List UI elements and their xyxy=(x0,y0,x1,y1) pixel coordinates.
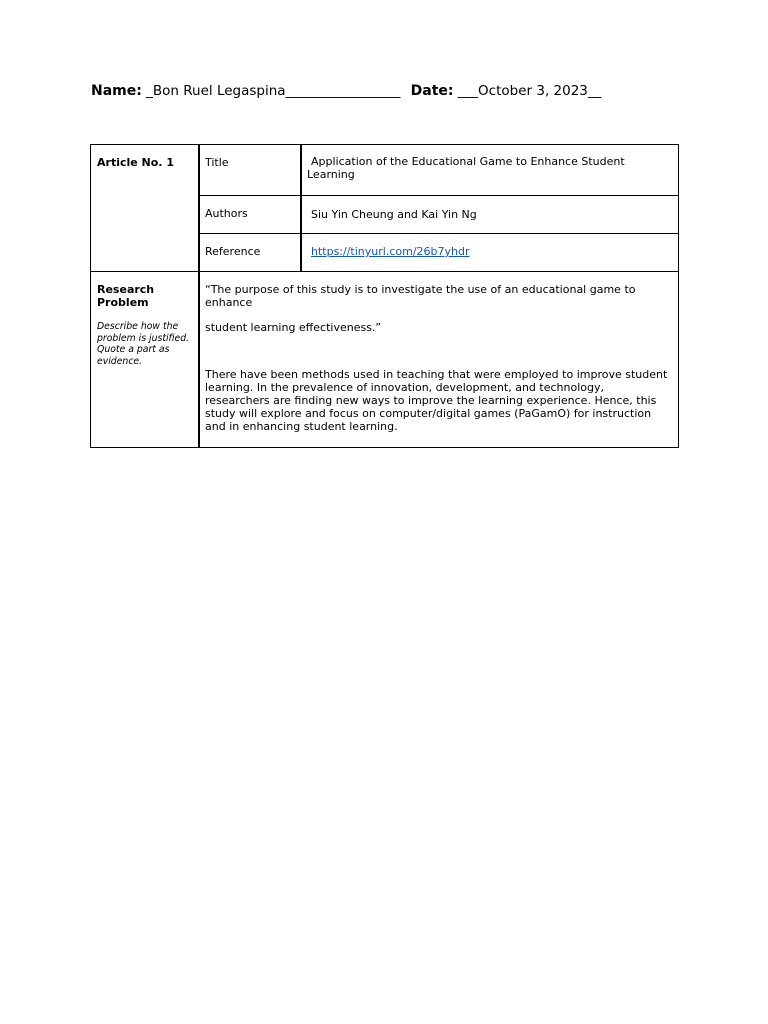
quote-part2: student learning effectiveness.” xyxy=(205,321,382,334)
date-value: ___October 3, 2023__ xyxy=(457,83,602,99)
research-problem-heading xyxy=(97,283,192,309)
research-problem-heading-line1: Research xyxy=(97,283,155,296)
reference-link[interactable]: https://tinyurl.com/26b7yhdr xyxy=(311,245,470,258)
date-label: Date: xyxy=(410,83,454,99)
article-title xyxy=(302,145,678,181)
authors-value: Siu Yin Cheung and Kai Yin Ng xyxy=(311,208,477,221)
title-label-cell xyxy=(199,145,301,196)
reference-label: Reference xyxy=(205,245,261,258)
article-title-line1: Application of the Educational Game to Enhance Student xyxy=(311,155,625,168)
name-value: _Bon Ruel Legaspina_________________ xyxy=(146,83,401,99)
article-number: Article No. 1 xyxy=(97,156,174,169)
research-problem-row xyxy=(91,272,679,448)
research-problem-content-cell xyxy=(199,272,679,448)
justification-paragraph: There have been methods used in teaching that were employed to improve student learning. In the prevalence of innovation, development, and technology, researchers are finding new ways to improve the learning experience. Hence, this study will explore and focus on computer/digital games (PaGamO) for instruction and in enhancing student learning. xyxy=(205,368,668,433)
reference-label-cell xyxy=(199,234,301,272)
title-value-cell xyxy=(301,145,679,196)
title-row xyxy=(91,145,679,196)
article-number-cell xyxy=(91,145,200,272)
quote-part1: “The purpose of this study is to investigate the use of an educational game to enhance xyxy=(205,283,636,309)
authors-value-cell xyxy=(301,196,679,234)
authors-label: Authors xyxy=(205,207,248,220)
article-title-line2: Learning xyxy=(307,168,355,181)
article-table xyxy=(90,144,679,448)
authors-label-cell xyxy=(199,196,301,234)
reference-value-cell xyxy=(301,234,679,272)
header-line xyxy=(91,83,601,99)
title-label: Title xyxy=(205,156,229,169)
name-label: Name: xyxy=(91,83,142,99)
research-problem-label-cell xyxy=(91,272,200,448)
research-problem-hint: Describe how the problem is justified. Quote a part as evidence. xyxy=(97,321,190,367)
research-problem-heading-line2: Problem xyxy=(97,296,149,309)
